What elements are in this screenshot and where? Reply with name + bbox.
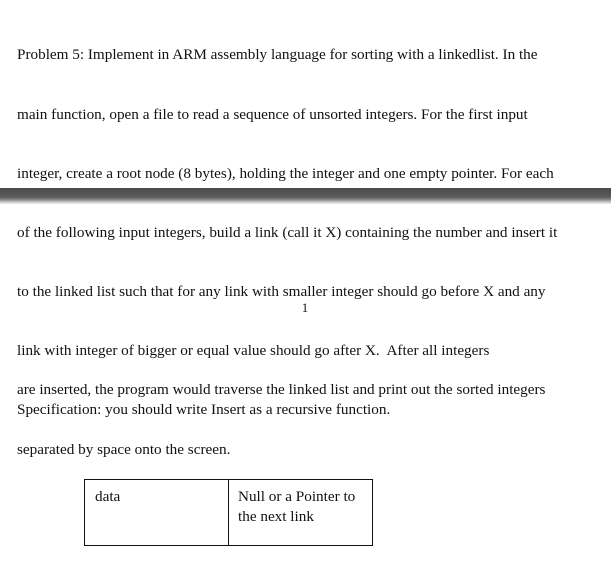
- node-pointer-label: Null or a Pointer to: [238, 488, 356, 505]
- problem-line: integer, create a root node (8 bytes), holding the integer and one empty pointer. For each: [17, 164, 554, 182]
- page-number: 1: [301, 300, 309, 315]
- continuation-line: separated by space onto the screen.: [17, 440, 231, 458]
- node-pointer-cell: [229, 480, 372, 545]
- problem-line: to the linked list such that for any link with smaller integer should go before X and any: [17, 282, 546, 300]
- problem-line: main function, open a file to read a sequence of unsorted integers. For the first input: [17, 105, 528, 123]
- linked-list-node-diagram: [84, 479, 373, 546]
- problem-line: link with integer of bigger or equal value should go after X. After all integers: [17, 341, 490, 359]
- problem-line: of the following input integers, build a link (call it X) containing the number and insert it: [17, 223, 558, 241]
- specification-text: Specification: you should write Insert as a recursive function.: [17, 401, 391, 418]
- node-pointer-label: the next link: [238, 508, 314, 525]
- problem-line: Problem 5: Implement in ARM assembly language for sorting with a linkedlist. In the: [17, 46, 538, 64]
- node-data-label: data: [95, 488, 121, 505]
- node-data-cell: [85, 480, 229, 545]
- page-break-divider: [0, 188, 611, 204]
- continuation-line: are inserted, the program would traverse the linked list and print out the sorted integers: [17, 381, 546, 399]
